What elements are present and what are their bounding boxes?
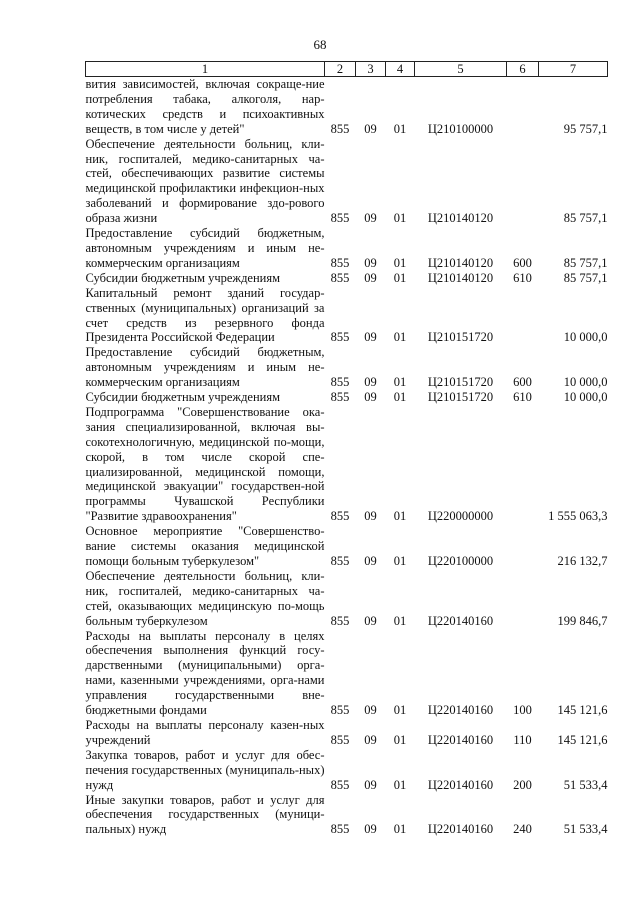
row-admin-code: 855 (330, 330, 350, 345)
table-row (86, 137, 608, 226)
row-admin-code: 855 (330, 390, 350, 405)
row-section: 09 (364, 211, 377, 226)
row-expense-type: 600 (513, 375, 532, 390)
row-amount: 51 533,4 (563, 777, 608, 792)
row-amount: 51 533,4 (563, 822, 608, 837)
row-section: 09 (364, 554, 377, 568)
row-target-article: Ц210140120 (427, 255, 494, 270)
row-admin-code: 855 (330, 703, 350, 718)
row-amount: 10 000,0 (563, 390, 608, 405)
row-expense-type: 610 (513, 390, 532, 405)
row-target-article: Ц220100000 (427, 554, 494, 568)
column-header: 7 (539, 62, 608, 77)
row-section: 09 (364, 822, 377, 837)
row-admin-code: 855 (330, 121, 350, 136)
table-row (86, 793, 608, 838)
column-header: 3 (356, 62, 386, 77)
row-section: 09 (364, 703, 377, 718)
table-row (86, 405, 608, 524)
row-section: 09 (364, 375, 377, 390)
table-row (86, 524, 608, 569)
table-row (86, 748, 608, 793)
row-expense-type (507, 77, 539, 137)
row-subsection: 01 (393, 330, 407, 345)
row-expense-type (507, 569, 539, 629)
table-row (86, 271, 608, 286)
row-target-article: Ц220140160 (427, 613, 494, 628)
row-section: 09 (364, 732, 377, 747)
row-subsection: 01 (393, 554, 407, 568)
table-row (86, 569, 608, 629)
column-header: 2 (325, 62, 356, 77)
row-section: 09 (364, 613, 377, 628)
row-subsection: 01 (393, 211, 407, 226)
row-amount: 1 555 063,3 (548, 509, 608, 524)
row-amount: 95 757,1 (563, 121, 608, 136)
row-section: 09 (364, 121, 377, 136)
row-expense-type (507, 286, 539, 346)
column-header: 1 (86, 62, 325, 77)
row-description: Предоставление субсидий бюджетным, автономным учреждениям и иным не-коммерческим организациям (85, 226, 325, 270)
row-description: Предоставление субсидий бюджетным, автономным учреждениям и иным не-коммерческим организациям (85, 345, 325, 390)
row-description: вития зависимостей, включая сокраще-ние потребления табака, алкоголя, нар-котических средств и психоактивных веществ, в том числе у детей" (85, 77, 325, 136)
column-header: 6 (507, 62, 539, 77)
row-description: Иные закупки товаров, работ и услуг для обеспечения государственных (муници-пальных) нужд (85, 792, 325, 837)
row-subsection: 01 (393, 270, 407, 285)
row-expense-type: 600 (513, 255, 532, 270)
row-amount: 216 132,7 (557, 554, 608, 568)
row-section: 09 (364, 255, 377, 270)
row-admin-code: 855 (330, 270, 350, 285)
row-section: 09 (364, 390, 377, 405)
row-admin-code: 855 (330, 822, 350, 837)
row-subsection: 01 (393, 375, 407, 390)
row-admin-code: 855 (330, 509, 350, 524)
table-row (86, 77, 608, 137)
table-row (86, 390, 608, 405)
row-subsection: 01 (393, 777, 407, 792)
table-row (86, 345, 608, 390)
row-expense-type: 100 (513, 703, 532, 718)
row-admin-code: 855 (330, 554, 350, 568)
row-target-article: Ц220140160 (427, 777, 494, 792)
page-number: 68 (313, 37, 327, 52)
row-expense-type: 240 (513, 822, 532, 837)
row-amount: 199 846,7 (557, 613, 608, 628)
row-subsection: 01 (393, 255, 407, 270)
row-target-article: Ц210140120 (427, 270, 494, 285)
row-subsection: 01 (393, 390, 407, 405)
row-admin-code: 855 (330, 211, 350, 226)
row-target-article: Ц210151720 (427, 375, 494, 390)
row-amount: 85 757,1 (563, 211, 608, 226)
budget-table (85, 61, 608, 837)
row-description: Субсидии бюджетным учреждениям (85, 270, 281, 285)
row-expense-type: 200 (513, 777, 532, 792)
table-row (86, 286, 608, 346)
row-section: 09 (364, 330, 377, 345)
row-admin-code: 855 (330, 375, 350, 390)
row-description: Расходы на выплаты персоналу казен-ных учреждений (85, 717, 325, 747)
row-target-article: Ц210151720 (427, 390, 494, 405)
row-expense-type (507, 405, 539, 524)
row-target-article: Ц210151720 (427, 330, 494, 345)
row-description: Закупка товаров, работ и услуг для обес-печения государственных (муниципаль-ных) нужд (85, 747, 325, 792)
row-subsection: 01 (393, 121, 407, 136)
row-expense-type: 110 (513, 732, 532, 747)
row-section: 09 (364, 270, 377, 285)
row-subsection: 01 (393, 703, 407, 718)
table-row (86, 226, 608, 271)
row-expense-type (507, 524, 539, 569)
table-row (86, 629, 608, 718)
row-description: Обеспечение деятельности больниц, кли-ник, госпиталей, медико-санитарных ча-стей, оказывающих медицинскую по-мощь больным туберкулезом (85, 568, 325, 628)
row-section: 09 (364, 777, 377, 792)
row-target-article: Ц220140160 (427, 732, 494, 747)
row-amount: 85 757,1 (563, 270, 608, 285)
column-header: 4 (386, 62, 415, 77)
row-target-article: Ц220140160 (427, 822, 494, 837)
row-description: Обеспечение деятельности больниц, кли-ник, госпиталей, медико-санитарных ча-стей, обеспечивающих развитие системы медицинской профилактики инфекцион-ных заболеваний и формирование здо-рового образа жизни (85, 136, 325, 226)
row-description: Субсидии бюджетным учреждениям (85, 390, 281, 405)
row-subsection: 01 (393, 509, 407, 524)
row-admin-code: 855 (330, 613, 350, 628)
row-amount: 85 757,1 (563, 255, 608, 270)
row-description: Основное мероприятие "Совершенство-вание системы оказания медицинской помощи больным туберкулезом" (85, 524, 325, 568)
column-header: 5 (415, 62, 507, 77)
row-amount: 10 000,0 (563, 375, 608, 390)
row-subsection: 01 (393, 613, 407, 628)
row-description: Расходы на выплаты персоналу в целях обеспечения выполнения функций госу-дарственными (муниципальными) орга-нами, казенными учреждениями, орга-нами управления государственными вне-бюджетными фондами (85, 628, 325, 718)
row-amount: 145 121,6 (557, 703, 608, 718)
row-description: Подпрограмма "Совершенствование ока-зания специализированной, включая вы-сокотехнологичную, медицинской по-мощи, скорой, в том числе скорой спе-циализированной, медицинской помощи, медицинской эвакуации" государствен-ной программы Чувашской Республики "Развитие здравоохранения" (85, 404, 325, 524)
row-subsection: 01 (393, 822, 407, 837)
table-row (86, 718, 608, 748)
row-admin-code: 855 (330, 255, 350, 270)
row-expense-type (507, 137, 539, 226)
row-description: Капитальный ремонт зданий государ-ственных (муниципальных) организаций за счет средств из резервного фонда Президента Российской Федерации (85, 285, 325, 345)
row-target-article: Ц210140120 (427, 211, 494, 226)
row-target-article: Ц220000000 (427, 509, 494, 524)
row-section: 09 (364, 509, 377, 524)
row-admin-code: 855 (330, 732, 350, 747)
row-amount: 10 000,0 (563, 330, 608, 345)
row-subsection: 01 (393, 732, 407, 747)
header-row (86, 62, 608, 77)
row-admin-code: 855 (330, 777, 350, 792)
row-target-article: Ц210100000 (427, 121, 494, 136)
row-amount: 145 121,6 (557, 732, 608, 747)
row-expense-type: 610 (513, 270, 532, 285)
row-target-article: Ц220140160 (427, 703, 494, 718)
